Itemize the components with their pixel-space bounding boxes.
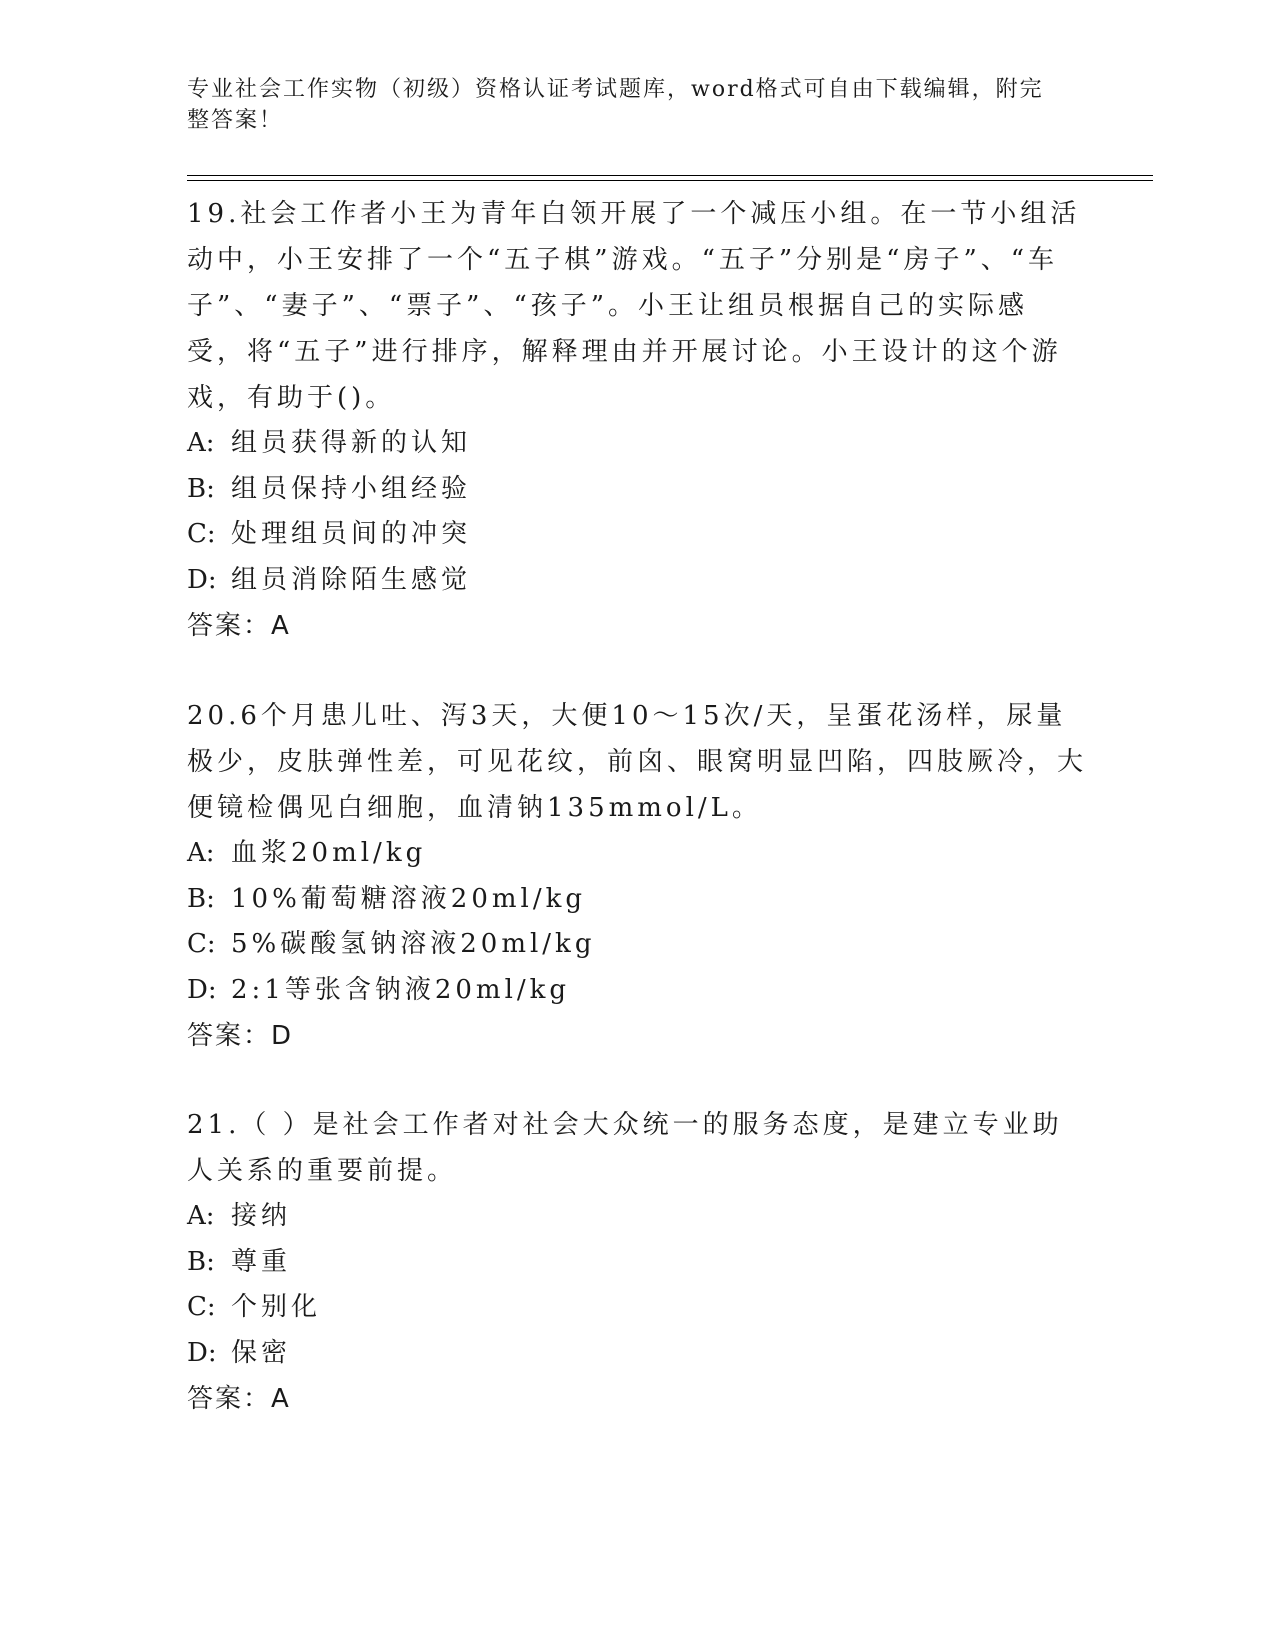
option-d xyxy=(187,968,1087,1014)
option-text: 处理组员间的冲突 xyxy=(231,519,472,549)
option-text: 血浆20ml/kg xyxy=(231,838,427,868)
option-label: A: xyxy=(187,838,215,868)
option-c xyxy=(187,922,1087,968)
option-text: 组员保持小组经验 xyxy=(231,473,472,504)
option-text: 5%碳酸氢钠溶液20ml/kg xyxy=(231,929,596,959)
option-text: 10%葡萄糖溶液20ml/kg xyxy=(231,883,587,914)
question-21 xyxy=(187,1102,1087,1422)
question-stem: 21.（ ）是社会工作者对社会大众统一的服务态度，是建立专业助人关系的重要前提。 xyxy=(187,1110,1063,1186)
option-text: 尊重 xyxy=(231,1246,292,1277)
option-d xyxy=(187,558,1087,604)
option-label: B: xyxy=(187,1246,215,1277)
option-label: A: xyxy=(187,1201,215,1231)
option-b xyxy=(187,877,1087,923)
answer: 答案：A xyxy=(187,611,291,641)
header-rule-top xyxy=(187,175,1153,176)
option-text: 组员获得新的认知 xyxy=(231,428,472,458)
option-a xyxy=(187,831,1087,877)
option-a xyxy=(187,421,1087,467)
option-b xyxy=(187,467,1087,513)
option-label: A: xyxy=(187,428,215,458)
option-b xyxy=(187,1240,1087,1286)
option-label: B: xyxy=(187,883,215,914)
option-text: 接纳 xyxy=(231,1201,292,1231)
option-label: C: xyxy=(187,929,216,959)
question-stem: 20.6个月患儿吐、泻3天，大便10～15次/天，呈蛋花汤样，尿量极少，皮肤弹性差，可见花纹，前囟、眼窝明显凹陷，四肢厥冷，大便镜检偶见白细胞，血清钠135mmol/L。 xyxy=(187,701,1088,823)
document-header: 专业社会工作实物（初级）资格认证考试题库，word格式可自由下载编辑，附完整答案！ xyxy=(187,77,1044,133)
option-text: 2:1等张含钠液20ml/kg xyxy=(231,974,571,1005)
question-20 xyxy=(187,693,1087,1059)
option-text: 保密 xyxy=(231,1337,292,1368)
option-label: D: xyxy=(187,564,217,595)
option-c xyxy=(187,512,1087,558)
header-rule-bottom xyxy=(187,180,1153,181)
option-label: C: xyxy=(187,519,216,549)
option-text: 个别化 xyxy=(231,1292,322,1322)
question-19 xyxy=(187,191,1087,649)
answer: 答案：D xyxy=(187,1021,294,1051)
option-d xyxy=(187,1331,1087,1377)
option-a xyxy=(187,1194,1087,1240)
option-label: D: xyxy=(187,1337,217,1368)
answer: 答案：A xyxy=(187,1384,291,1414)
option-label: B: xyxy=(187,473,215,504)
option-c xyxy=(187,1285,1087,1331)
option-label: D: xyxy=(187,974,217,1005)
option-text: 组员消除陌生感觉 xyxy=(231,564,472,595)
question-stem: 19.社会工作者小王为青年白领开展了一个减压小组。在一节小组活动中，小王安排了一个“五子棋”游戏。“五子”分别是“房子”、“车子”、“妻子”、“票子”、“孩子”。小王让组员根据自己的实际感受，将“五子”进行排序，解释理由并开展讨论。小王设计的这个游戏，有助于()。 xyxy=(187,199,1081,413)
option-label: C: xyxy=(187,1292,216,1322)
